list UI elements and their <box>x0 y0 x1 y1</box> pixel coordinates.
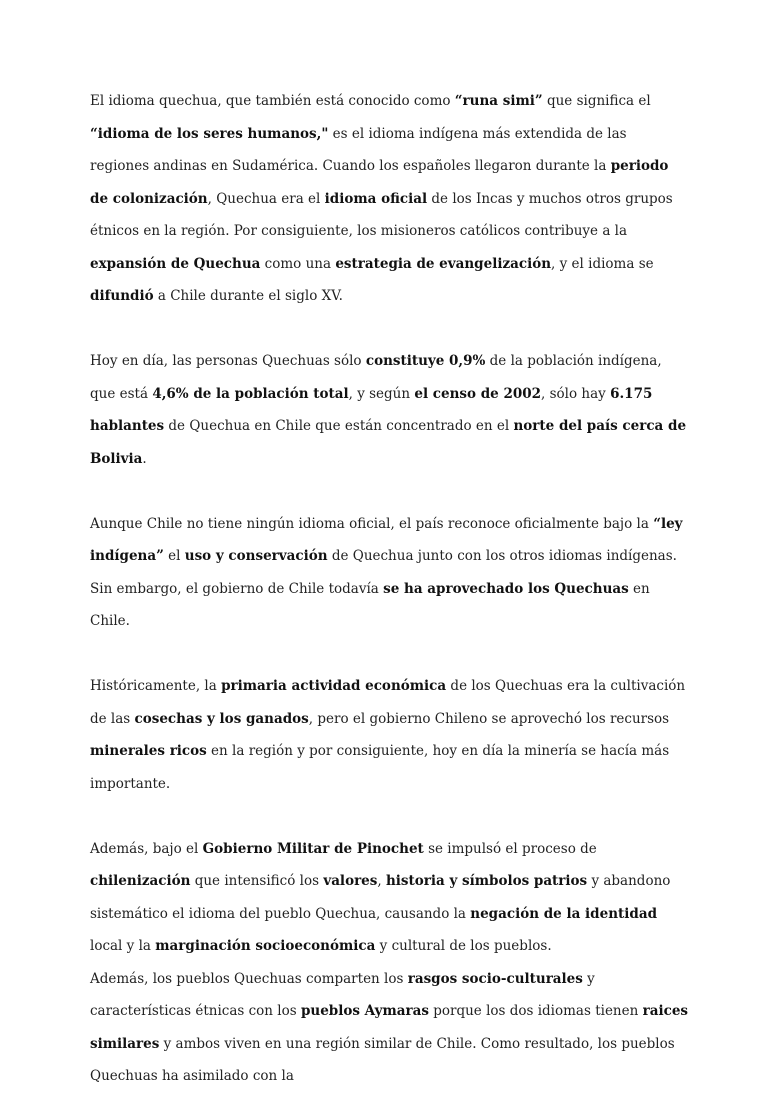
paragraph-3 <box>90 508 690 638</box>
text-run: , pero el gobierno Chileno se aprovechó los recursos <box>308 710 670 727</box>
paragraph-4 <box>90 670 690 800</box>
bold-phrase: minerales ricos <box>90 743 207 759</box>
text-run: de la población indígena, que está <box>90 353 662 402</box>
bold-phrase: valores <box>323 873 378 889</box>
text-run: a Chile durante el siglo XV. <box>153 288 343 304</box>
document-body <box>90 85 690 1093</box>
bold-phrase: idioma oficial <box>324 190 428 207</box>
bold-phrase: “idioma de los seres humanos," <box>90 125 329 142</box>
bold-phrase: 4,6% de la población total <box>152 385 349 402</box>
bold-phrase: Gobierno Militar de Pinochet <box>202 840 424 857</box>
bold-phrase: constituye 0,9% <box>365 353 486 369</box>
text-run: como una <box>260 255 336 272</box>
bold-phrase: uso y conservación <box>184 548 328 564</box>
bold-phrase: se ha aprovechado los Quechuas <box>383 580 629 597</box>
bold-phrase: raices similares <box>90 1003 689 1052</box>
bold-phrase: periodo de colonización <box>90 158 669 207</box>
bold-phrase: estrategia de evangelización <box>335 255 552 272</box>
text-run: Además, bajo el <box>90 840 203 857</box>
bold-phrase: primaria actividad económica <box>221 678 447 694</box>
bold-phrase: marginación socioeconómica <box>155 938 376 954</box>
text-run: y cultural de los pueblos. <box>375 938 552 954</box>
text-run: el <box>163 548 185 564</box>
paragraph-5 <box>90 833 690 963</box>
bold-phrase: norte del país cerca de Bolivia <box>90 418 687 467</box>
bold-phrase: el censo de 2002 <box>414 385 542 402</box>
text-run: . <box>142 450 147 467</box>
text-run: Además, los pueblos Quechuas comparten los <box>90 970 408 987</box>
text-run: de Quechua en Chile que están concentrado en el <box>164 418 514 434</box>
bold-phrase: expansión de Quechua <box>90 255 261 272</box>
text-run: en la región y por consiguiente, hoy en día la minería se hacía más importante. <box>90 743 670 792</box>
text-run: local y la <box>90 938 156 954</box>
text-run: porque los dos idiomas tienen <box>428 1003 643 1019</box>
text-run: en Chile. <box>90 580 650 629</box>
bold-phrase: difundió <box>90 288 154 304</box>
text-run: se impulsó el proceso de <box>423 840 597 857</box>
text-run: que intensificó los <box>190 873 324 889</box>
bold-phrase: “ley indígena” <box>90 515 683 564</box>
paragraph-1 <box>90 85 690 313</box>
bold-phrase: rasgos socio-culturales <box>407 970 583 987</box>
bold-phrase: historia y símbolos patrios <box>385 873 588 889</box>
text-run: y características étnicas con los <box>90 970 595 1019</box>
bold-phrase: negación de la identidad <box>470 905 658 922</box>
paragraph-6 <box>90 963 690 1093</box>
text-run: Históricamente, la <box>90 678 222 694</box>
text-run: Aunque Chile no tiene ningún idioma oficial, el país reconoce oficialmente bajo la <box>90 515 654 532</box>
text-run: Hoy en día, las personas Quechuas sólo <box>90 353 366 369</box>
text-run: , y según <box>348 385 415 402</box>
bold-phrase: pueblos Aymaras <box>300 1003 429 1019</box>
text-run: , sólo hay <box>541 385 611 402</box>
text-run: de los Quechuas era la cultivación de las <box>90 678 686 727</box>
text-run: , y el idioma se <box>551 255 654 272</box>
text-run: de Quechua junto con los otros idiomas indígenas. Sin embargo, el gobierno de Chile todavía <box>90 548 677 597</box>
text-run: El idioma quechua, que también está conocido como <box>90 93 455 109</box>
text-run: y abandono sistemático el idioma del pueblo Quechua, causando la <box>90 873 671 922</box>
text-run: que significa el <box>542 93 651 109</box>
bold-phrase: 6.175 hablantes <box>90 385 653 434</box>
bold-phrase: chilenización <box>90 873 191 889</box>
text-run: , Quechua era el <box>207 190 325 207</box>
text-run: es el idioma indígena más extendida de las regiones andinas en Sudamérica. Cuando los españoles llegaron durante la <box>90 125 627 174</box>
bold-phrase: “runa simi” <box>454 93 543 109</box>
text-run: de los Incas y muchos otros grupos étnicos en la región. Por consiguiente, los misioneros católicos contribuye a la <box>90 190 673 239</box>
bold-phrase: cosechas y los ganados <box>134 710 309 727</box>
paragraph-2 <box>90 345 690 475</box>
text-run: y ambos viven en una región similar de Chile. Como resultado, los pueblos Quechuas ha asimilado con la <box>90 1035 675 1084</box>
text-run: , <box>377 873 386 889</box>
